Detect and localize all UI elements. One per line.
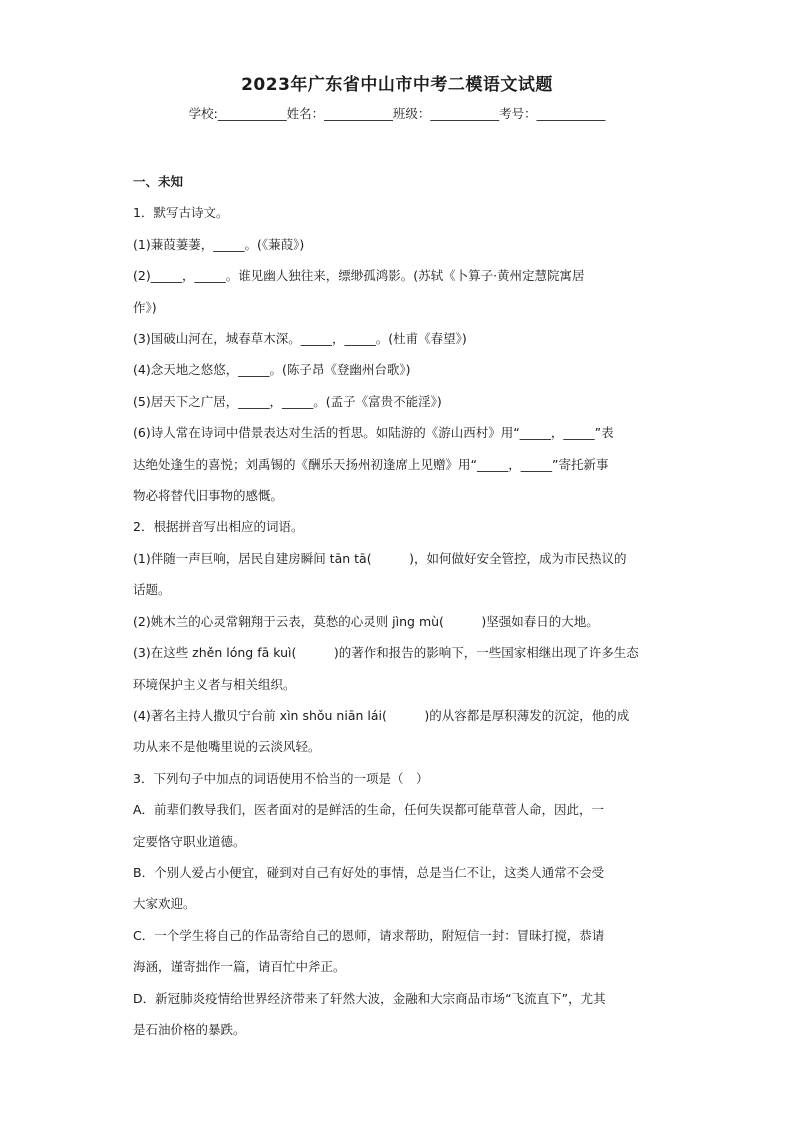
q2-line: 话题。 xyxy=(133,582,171,598)
q1-line: 达绝处逢生的喜悦；刘禹锡的《酬乐天扬州初逢席上见赠》用“_____，_____”寄托新事 xyxy=(133,456,609,472)
q3-option-line: B．个别人爱占小便宜，碰到对自己有好处的事情，总是当仁不让，这类人通常不会受 xyxy=(133,864,605,880)
q3-option-line: 大家欢迎。 xyxy=(133,896,196,912)
q2-line: 功从来不是他嘴里说的云淡风轻。 xyxy=(133,739,321,755)
q3-option-line: C．一个学生将自己的作品寄给自己的恩师，请求帮助，附短信一封：冒昧打搅，恭请 xyxy=(133,927,605,943)
q1-line: (5)居天下之广居，_____，_____。(孟子《富贵不能淫》) xyxy=(133,393,442,409)
q2-line: (3)在这些 zhěn lóng fā kuì( )的著作和报告的影响下，一些国家相继出现了许多生态 xyxy=(133,645,639,661)
q3-option-line: 是石油价格的暴跌。 xyxy=(133,1021,246,1037)
exam-content xyxy=(133,166,663,1045)
q2-line: (2)姚木兰的心灵常翱翔于云表，莫愁的心灵则 jìng mù( )坚强如春日的大地。 xyxy=(133,613,599,629)
q2-line: (1)伴随一声巨响，居民自建房瞬间 tān tā( )，如何做好安全管控，成为市民热议的 xyxy=(133,550,627,566)
q1-line: 物必将替代旧事物的感慨。 xyxy=(133,488,284,504)
student-info-line: 学校:___________姓名：___________班级：___________考号：___________ xyxy=(188,106,606,121)
exam-title: 2023年广东省中山市中考二模语文试题 xyxy=(241,75,553,95)
q1-line: (1)蒹葭萋萋，_____。(《蒹葭》) xyxy=(133,236,305,252)
question-1-stem: 1．默写古诗文。 xyxy=(133,205,229,221)
q3-option-line: D．新冠肺炎疫情给世界经济带来了轩然大波，金融和大宗商品市场“飞流直下”，尤其 xyxy=(133,990,606,1006)
q1-line: (2)_____，_____。谁见幽人独往来，缥缈孤鸿影。(苏轼《卜算子·黄州定慧院寓居 xyxy=(133,268,585,284)
q3-option-line: A．前辈们教导我们，医者面对的是鲜活的生命，任何失误都可能草菅人命，因此，一 xyxy=(133,802,605,818)
question-2-stem: 2．根据拼音写出相应的词语。 xyxy=(133,519,304,535)
q1-line: 作》) xyxy=(133,299,157,315)
q2-line: (4)著名主持人撒贝宁台前 xìn shǒu niān lái( )的从容都是厚积薄发的沉淀，他的成 xyxy=(133,707,630,723)
q1-line: (6)诗人常在诗词中借景表达对生活的哲思。如陆游的《游山西村》用“_____，_____”表 xyxy=(133,425,614,441)
section-heading: 一、未知 xyxy=(133,174,184,189)
q2-line: 环境保护主义者与相关组织。 xyxy=(133,676,296,692)
q3-option-line: 海涵，谨寄拙作一篇，请百忙中斧正。 xyxy=(133,959,346,975)
q1-line: (4)念天地之悠悠，_____。(陈子昂《登幽州台歌》) xyxy=(133,362,411,378)
question-3-stem: 3．下列句子中加点的词语使用不恰当的一项是（ ） xyxy=(133,770,429,786)
q1-line: (3)国破山河在，城春草木深。_____，_____。(杜甫《春望》) xyxy=(133,331,467,347)
q3-option-line: 定要恪守职业道德。 xyxy=(133,833,246,849)
